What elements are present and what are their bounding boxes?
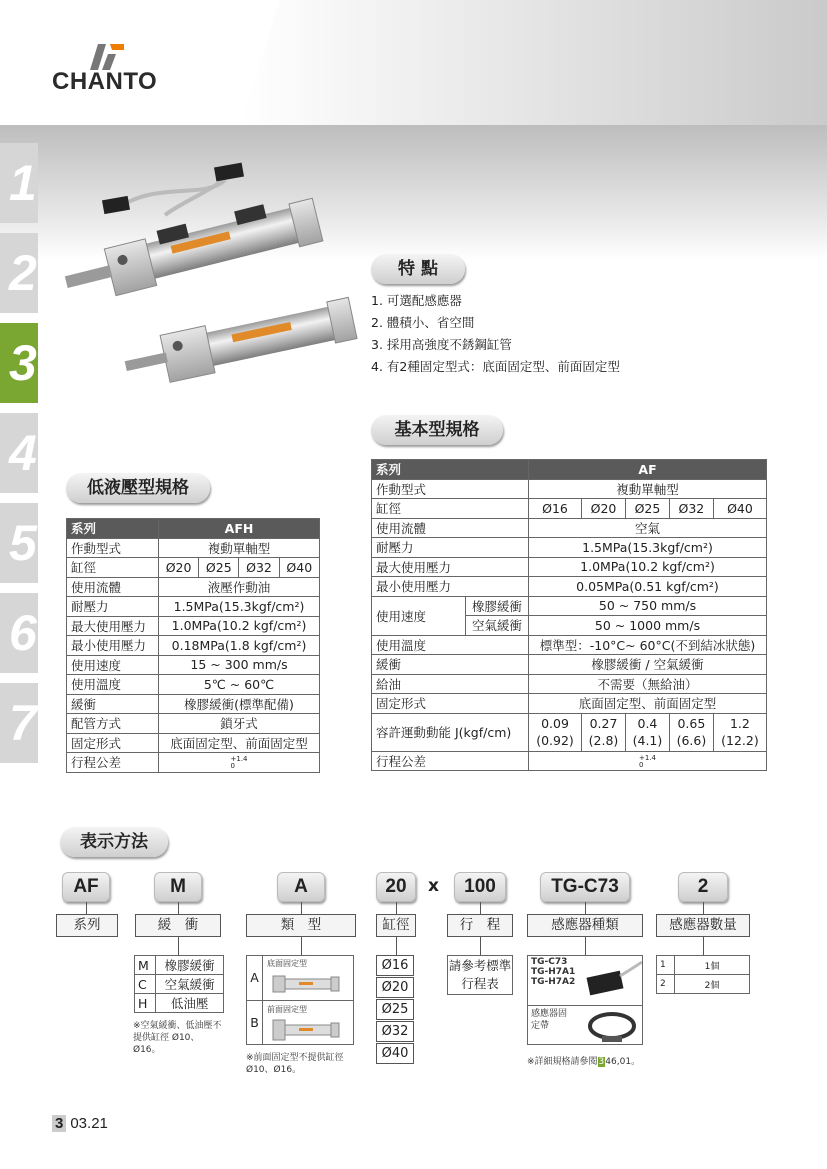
product-photo bbox=[55, 160, 365, 410]
row-sublabel: 空氣緩衝 bbox=[466, 616, 529, 636]
row-value: 1.0MPa(10.2 kgf/cm²) bbox=[159, 616, 320, 636]
table-row bbox=[372, 751, 767, 771]
series-value: AF bbox=[529, 460, 767, 480]
cushion-table bbox=[134, 955, 224, 1013]
cushion-code: C bbox=[135, 975, 156, 994]
qty-name: 1個 bbox=[675, 956, 750, 975]
chapter-badge: 3 bbox=[52, 1115, 66, 1132]
energy-value bbox=[713, 713, 766, 751]
qty-code: 1 bbox=[657, 956, 675, 975]
energy-value bbox=[582, 713, 626, 751]
type-name: 底面固定型 bbox=[267, 959, 307, 968]
tolerance-up: +1.4 bbox=[639, 753, 656, 762]
row-label: 緩衝 bbox=[372, 655, 529, 675]
row-label: 使用溫度 bbox=[67, 675, 159, 695]
stroke-ref: 請參考標準行程表 bbox=[447, 955, 513, 995]
row-value: 5℃ ~ 60℃ bbox=[159, 675, 320, 695]
bore-option: Ø20 bbox=[376, 977, 414, 998]
row-label: 最小使用壓力 bbox=[372, 577, 529, 597]
row-value: 1.5MPa(15.3kgf/cm²) bbox=[159, 597, 320, 617]
row-label: 缸徑 bbox=[372, 499, 529, 519]
energy-kgf: (2.8) bbox=[588, 733, 619, 748]
connector bbox=[480, 902, 481, 914]
connector bbox=[396, 902, 397, 914]
sensor-model: TG-H7A2 bbox=[531, 977, 576, 987]
row-label: 行程公差 bbox=[67, 753, 159, 773]
label-sensor: 感應器種類 bbox=[527, 914, 643, 937]
code-bore: 20 bbox=[376, 872, 416, 902]
bottom-mount-cylinder-icon bbox=[269, 970, 349, 996]
row-value: 鎖牙式 bbox=[159, 714, 320, 734]
table-row bbox=[67, 636, 320, 656]
basic-spec-table bbox=[371, 459, 767, 771]
chapter-tab-7[interactable]: 7 bbox=[0, 683, 38, 763]
row-value: 1.5MPa(15.3kgf/cm²) bbox=[529, 538, 767, 558]
features-heading: 特 點 bbox=[371, 254, 465, 284]
table-row bbox=[67, 577, 320, 597]
bore-option: Ø32 bbox=[376, 1021, 414, 1042]
energy-j: 1.2 bbox=[729, 716, 750, 731]
row-label: 容許運動動能 J(kgf/cm) bbox=[372, 713, 529, 751]
table-row bbox=[372, 713, 767, 751]
connector bbox=[86, 902, 87, 914]
chapter-tab-3[interactable]: 3 bbox=[0, 323, 38, 403]
connector bbox=[301, 937, 302, 955]
sensor-note bbox=[527, 1056, 667, 1068]
type-code: B bbox=[247, 1000, 263, 1044]
row-value: 橡膠緩衝 / 空氣緩衝 bbox=[529, 655, 767, 675]
chapter-tab-2[interactable]: 2 bbox=[0, 233, 38, 313]
energy-j: 0.65 bbox=[677, 716, 706, 731]
row-label: 緩衝 bbox=[67, 694, 159, 714]
bore-value: Ø32 bbox=[669, 499, 713, 519]
series-label: 系列 bbox=[372, 460, 529, 480]
tolerance-value bbox=[159, 753, 320, 773]
energy-kgf: (0.92) bbox=[536, 733, 574, 748]
row-label: 固定形式 bbox=[67, 733, 159, 753]
row-label: 缸徑 bbox=[67, 558, 159, 578]
sensor-note-post: 46,01。 bbox=[605, 1057, 641, 1067]
row-value: 底面固定型、前面固定型 bbox=[529, 694, 767, 714]
table-row bbox=[372, 557, 767, 577]
row-label: 最小使用壓力 bbox=[67, 636, 159, 656]
qty-code: 2 bbox=[657, 975, 675, 994]
row-label: 使用流體 bbox=[372, 518, 529, 538]
row-value: 50 ~ 750 mm/s bbox=[529, 596, 767, 616]
row-sublabel: 橡膠緩衝 bbox=[466, 596, 529, 616]
bore-value: Ø25 bbox=[625, 499, 669, 519]
bore-value: Ø40 bbox=[713, 499, 766, 519]
energy-kgf: (6.6) bbox=[676, 733, 707, 748]
type-name: 前面固定型 bbox=[267, 1005, 307, 1014]
row-label: 使用速度 bbox=[67, 655, 159, 675]
sensor-model: TG-H7A1 bbox=[531, 967, 576, 977]
row-label: 行程公差 bbox=[372, 751, 529, 771]
tolerance-up: +1.4 bbox=[230, 755, 248, 763]
series-label: 系列 bbox=[67, 519, 159, 539]
chapter-tab-4[interactable]: 4 bbox=[0, 413, 38, 493]
row-value: 空氣 bbox=[529, 518, 767, 538]
cushion-name: 低油壓 bbox=[156, 994, 224, 1013]
type-table bbox=[246, 955, 354, 1045]
feature-item: 1. 可選配感應器 bbox=[371, 293, 462, 308]
chanto-logo-icon bbox=[90, 44, 124, 70]
bore-value: Ø25 bbox=[199, 558, 239, 578]
table-row bbox=[67, 597, 320, 617]
table-row bbox=[67, 733, 320, 753]
multiply-sign: x bbox=[428, 876, 439, 896]
bore-option: Ø16 bbox=[376, 955, 414, 976]
cushion-code: H bbox=[135, 994, 156, 1013]
row-value: 50 ~ 1000 mm/s bbox=[529, 616, 767, 636]
cushion-code: M bbox=[135, 956, 156, 975]
table-row bbox=[67, 616, 320, 636]
energy-value bbox=[529, 713, 582, 751]
energy-j: 0.4 bbox=[637, 716, 658, 731]
table-row bbox=[372, 655, 767, 675]
bore-value: Ø16 bbox=[529, 499, 582, 519]
table-row bbox=[67, 753, 320, 773]
label-bore: 缸徑 bbox=[376, 914, 416, 937]
row-value: 不需要（無給油） bbox=[529, 674, 767, 694]
energy-value bbox=[669, 713, 713, 751]
table-row bbox=[67, 694, 320, 714]
table-row bbox=[372, 518, 767, 538]
row-value: 複動單軸型 bbox=[159, 538, 320, 558]
row-value: 0.05MPa(0.51 kgf/cm²) bbox=[529, 577, 767, 597]
order-heading: 表示方法 bbox=[60, 827, 168, 857]
row-value: 標準型：-10°C~ 60°C(不到結冰狀態) bbox=[529, 635, 767, 655]
table-row bbox=[372, 674, 767, 694]
energy-j: 0.09 bbox=[541, 716, 569, 731]
bore-option: Ø40 bbox=[376, 1043, 414, 1064]
table-row bbox=[372, 694, 767, 714]
bore-value: Ø20 bbox=[159, 558, 199, 578]
sensor-note-pre: ※詳細規格請參閱 bbox=[527, 1057, 598, 1067]
row-value: 液壓作動油 bbox=[159, 577, 320, 597]
cushion-name: 空氣緩衝 bbox=[156, 975, 224, 994]
sensor-band-icon bbox=[584, 1012, 640, 1044]
chapter-tab-5[interactable]: 5 bbox=[0, 503, 38, 583]
bore-value: Ø20 bbox=[582, 499, 626, 519]
label-series: 系列 bbox=[56, 914, 118, 937]
label-qty: 感應器數量 bbox=[656, 914, 750, 937]
row-label: 使用流體 bbox=[67, 577, 159, 597]
connector bbox=[585, 902, 586, 914]
table-row bbox=[372, 479, 767, 499]
energy-kgf: (4.1) bbox=[632, 733, 663, 748]
cushion-name: 橡膠緩衝 bbox=[156, 956, 224, 975]
tolerance-down: 0 bbox=[230, 762, 235, 770]
front-mount-cylinder-icon bbox=[269, 1016, 349, 1042]
feature-item: 2. 體積小、省空間 bbox=[371, 315, 475, 330]
row-value: 15 ~ 300 mm/s bbox=[159, 655, 320, 675]
page-number-text: 03.21 bbox=[70, 1115, 108, 1132]
table-row bbox=[67, 558, 320, 578]
energy-j: 0.27 bbox=[589, 716, 618, 731]
bore-option: Ø25 bbox=[376, 999, 414, 1020]
qty-table bbox=[656, 955, 750, 994]
connector bbox=[703, 937, 704, 955]
series-value: AFH bbox=[159, 519, 320, 539]
brand-logo: CHANTO bbox=[52, 68, 158, 95]
row-label: 耐壓力 bbox=[67, 597, 159, 617]
connector bbox=[480, 937, 481, 955]
table-row bbox=[372, 577, 767, 597]
header-diagonal bbox=[240, 0, 827, 125]
table-row bbox=[372, 635, 767, 655]
row-label: 固定形式 bbox=[372, 694, 529, 714]
chapter-tab-6[interactable]: 6 bbox=[0, 593, 38, 673]
table-row bbox=[372, 596, 767, 616]
table-row bbox=[67, 538, 320, 558]
qty-name: 2個 bbox=[675, 975, 750, 994]
cushion-note: ※空氣緩衝、低油壓不提供缸徑 Ø10、Ø16。 bbox=[133, 1021, 222, 1055]
sensor-note-highlight: 3 bbox=[598, 1057, 605, 1067]
code-series: AF bbox=[62, 872, 110, 902]
bore-value: Ø32 bbox=[239, 558, 279, 578]
row-label: 使用速度 bbox=[372, 596, 466, 635]
connector bbox=[178, 937, 179, 955]
feature-item: 3. 採用高強度不銹鋼缸管 bbox=[371, 337, 512, 352]
row-value: 0.18MPa(1.8 kgf/cm²) bbox=[159, 636, 320, 656]
tolerance-down: 0 bbox=[639, 760, 644, 769]
connector bbox=[703, 902, 704, 914]
energy-value bbox=[625, 713, 669, 751]
table-row bbox=[372, 538, 767, 558]
sensor-band-label: 感應器固定帶 bbox=[531, 1009, 568, 1031]
page-number bbox=[52, 1115, 108, 1132]
row-label: 配管方式 bbox=[67, 714, 159, 734]
feature-item: 4. 有2種固定型式：底面固定型、前面固定型 bbox=[371, 359, 620, 374]
sensor-icon bbox=[584, 960, 642, 1002]
bore-value: Ø40 bbox=[279, 558, 319, 578]
row-label: 作動型式 bbox=[67, 538, 159, 558]
chapter-tab-1[interactable]: 1 bbox=[0, 143, 38, 223]
table-row bbox=[67, 714, 320, 734]
connector bbox=[178, 902, 179, 914]
sensor-box bbox=[527, 955, 643, 1045]
low-spec-table bbox=[66, 518, 320, 773]
table-row bbox=[372, 499, 767, 519]
basic-spec-heading: 基本型規格 bbox=[371, 415, 503, 445]
row-label: 最大使用壓力 bbox=[372, 557, 529, 577]
label-stroke: 行 程 bbox=[447, 914, 513, 937]
row-value: 複動單軸型 bbox=[529, 479, 767, 499]
row-label: 作動型式 bbox=[372, 479, 529, 499]
row-value: 1.0MPa(10.2 kgf/cm²) bbox=[529, 557, 767, 577]
energy-kgf: (12.2) bbox=[721, 733, 759, 748]
code-type: A bbox=[277, 872, 325, 902]
features-list bbox=[371, 290, 620, 378]
code-qty: 2 bbox=[678, 872, 728, 902]
tolerance-value bbox=[529, 751, 767, 771]
type-note: ※前面固定型不提供缸徑Ø10、Ø16。 bbox=[246, 1053, 344, 1075]
label-cushion: 緩 衝 bbox=[135, 914, 221, 937]
connector bbox=[301, 902, 302, 914]
type-code: A bbox=[247, 956, 263, 1000]
code-stroke: 100 bbox=[454, 872, 506, 902]
table-row bbox=[67, 675, 320, 695]
connector bbox=[396, 937, 397, 955]
code-cushion: M bbox=[154, 872, 202, 902]
label-type: 類 型 bbox=[246, 914, 356, 937]
low-spec-heading: 低液壓型規格 bbox=[66, 473, 210, 503]
row-label: 耐壓力 bbox=[372, 538, 529, 558]
code-sensor: TG-C73 bbox=[540, 872, 630, 902]
row-value: 橡膠緩衝(標準配備) bbox=[159, 694, 320, 714]
sensor-model: TG-C73 bbox=[531, 957, 568, 967]
connector bbox=[585, 937, 586, 955]
row-label: 給油 bbox=[372, 674, 529, 694]
row-label: 最大使用壓力 bbox=[67, 616, 159, 636]
table-row bbox=[67, 655, 320, 675]
row-value: 底面固定型、前面固定型 bbox=[159, 733, 320, 753]
row-label: 使用溫度 bbox=[372, 635, 529, 655]
